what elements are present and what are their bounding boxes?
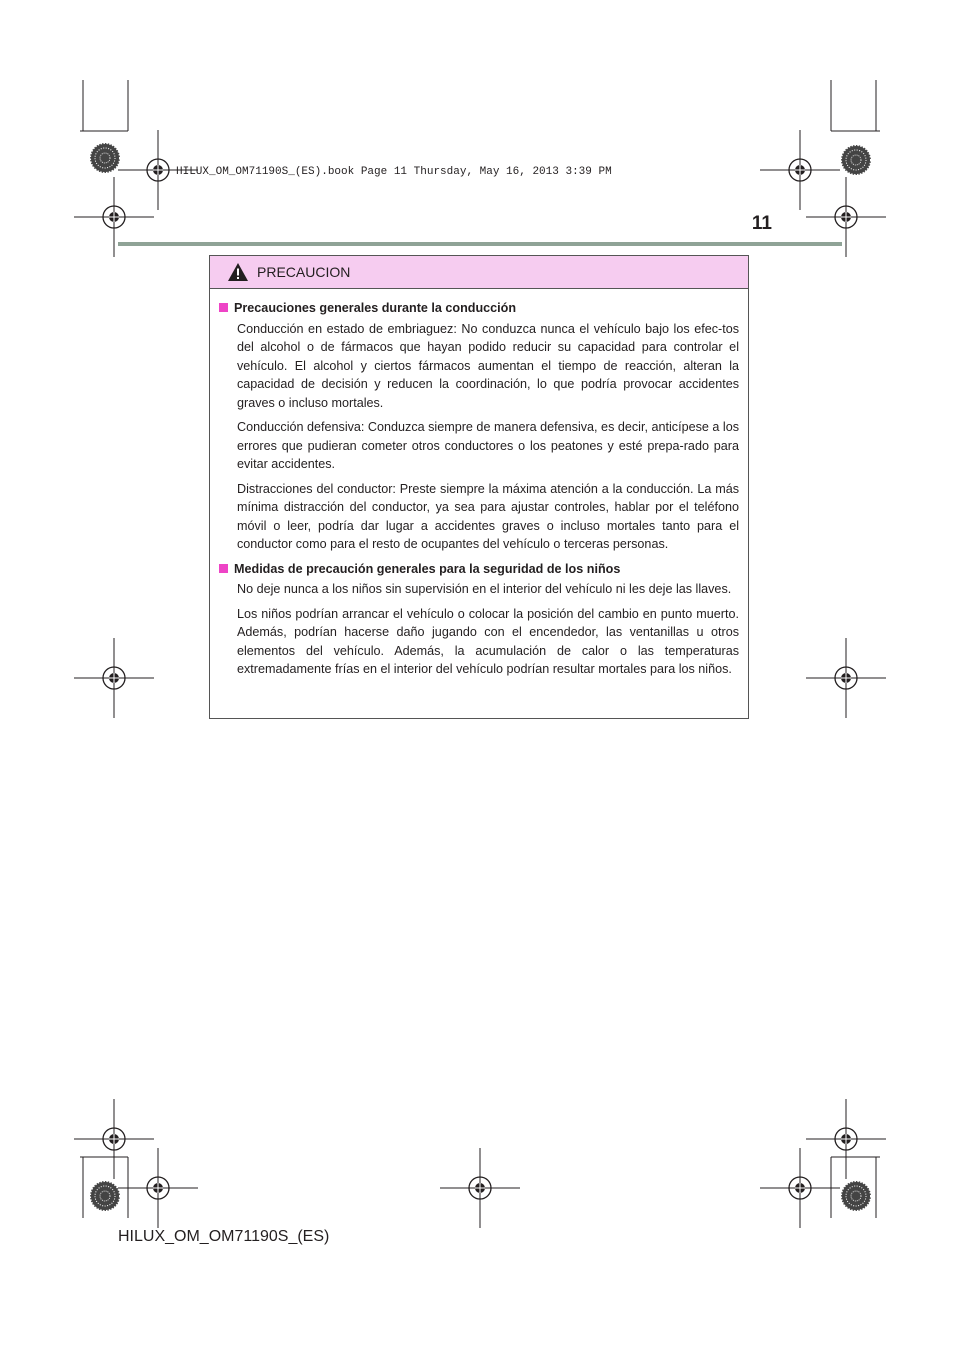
book-info-line: HILUX_OM_OM71190S_(ES).book Page 11 Thursday, May 16, 2013 3:39 PM: [176, 166, 612, 178]
page-number: 11: [751, 213, 772, 234]
section-heading: [219, 299, 739, 318]
square-bullet-icon: [219, 303, 228, 312]
warning-icon: [227, 262, 249, 282]
paragraph: Distracciones del conductor: Preste siempre la máxima atención a la conducción. La más mínima distracción del conductor, ya sea para ajustar controles, hablar por el teléfono móvil o leer, podría dar lugar a accidentes graves o incluso mortales tanto para el conductor como para el resto de ocupantes del vehículo o terceras personas.: [237, 481, 739, 551]
paragraph: Conducción en estado de embriaguez: No conduzca nunca el vehículo bajo los efec-tos del alcohol o de fármacos que hayan podido reducir su capacidad para controlar el vehículo. El alcohol y ciertos fármacos aumentan el tiempo de reacción, alteran la capacidad de decisión y reducen la coordinación, lo que podría provocar accidentes graves o incluso mortales.: [237, 321, 739, 410]
section-heading: [219, 560, 739, 579]
square-bullet-icon: [219, 564, 228, 573]
caution-header: [210, 256, 748, 289]
header-rule: [118, 242, 842, 246]
paragraph: No deje nunca a los niños sin supervisión en el interior del vehículo ni les deje las llaves.: [237, 582, 732, 596]
section-heading-text: Precauciones generales durante la conducción: [234, 301, 517, 315]
caution-title: PRECAUCION: [257, 264, 351, 280]
paragraph: Los niños podrían arrancar el vehículo o colocar la posición del cambio en punto muerto. Además, podrían hacerse daño jugando con el encendedor, las ventanillas u otros elementos del vehículo. Además, la acumulación de calor o las temperaturas extremadamente frías en el interior del vehículo podrían resultar mortales para los niños.: [237, 606, 739, 676]
paragraph: Conducción defensiva: Conduzca siempre de manera defensiva, es decir, anticípese a los errores que pudieran cometer otros conductores o los peatones y esté prepa-rado para evitar accidentes.: [237, 420, 739, 471]
footer-doc-code: HILUX_OM_OM71190S_(ES): [118, 1228, 330, 1245]
section-heading-text: Medidas de precaución generales para la seguridad de los niños: [234, 561, 621, 576]
caution-box: [209, 255, 749, 719]
caution-body: [210, 289, 748, 679]
